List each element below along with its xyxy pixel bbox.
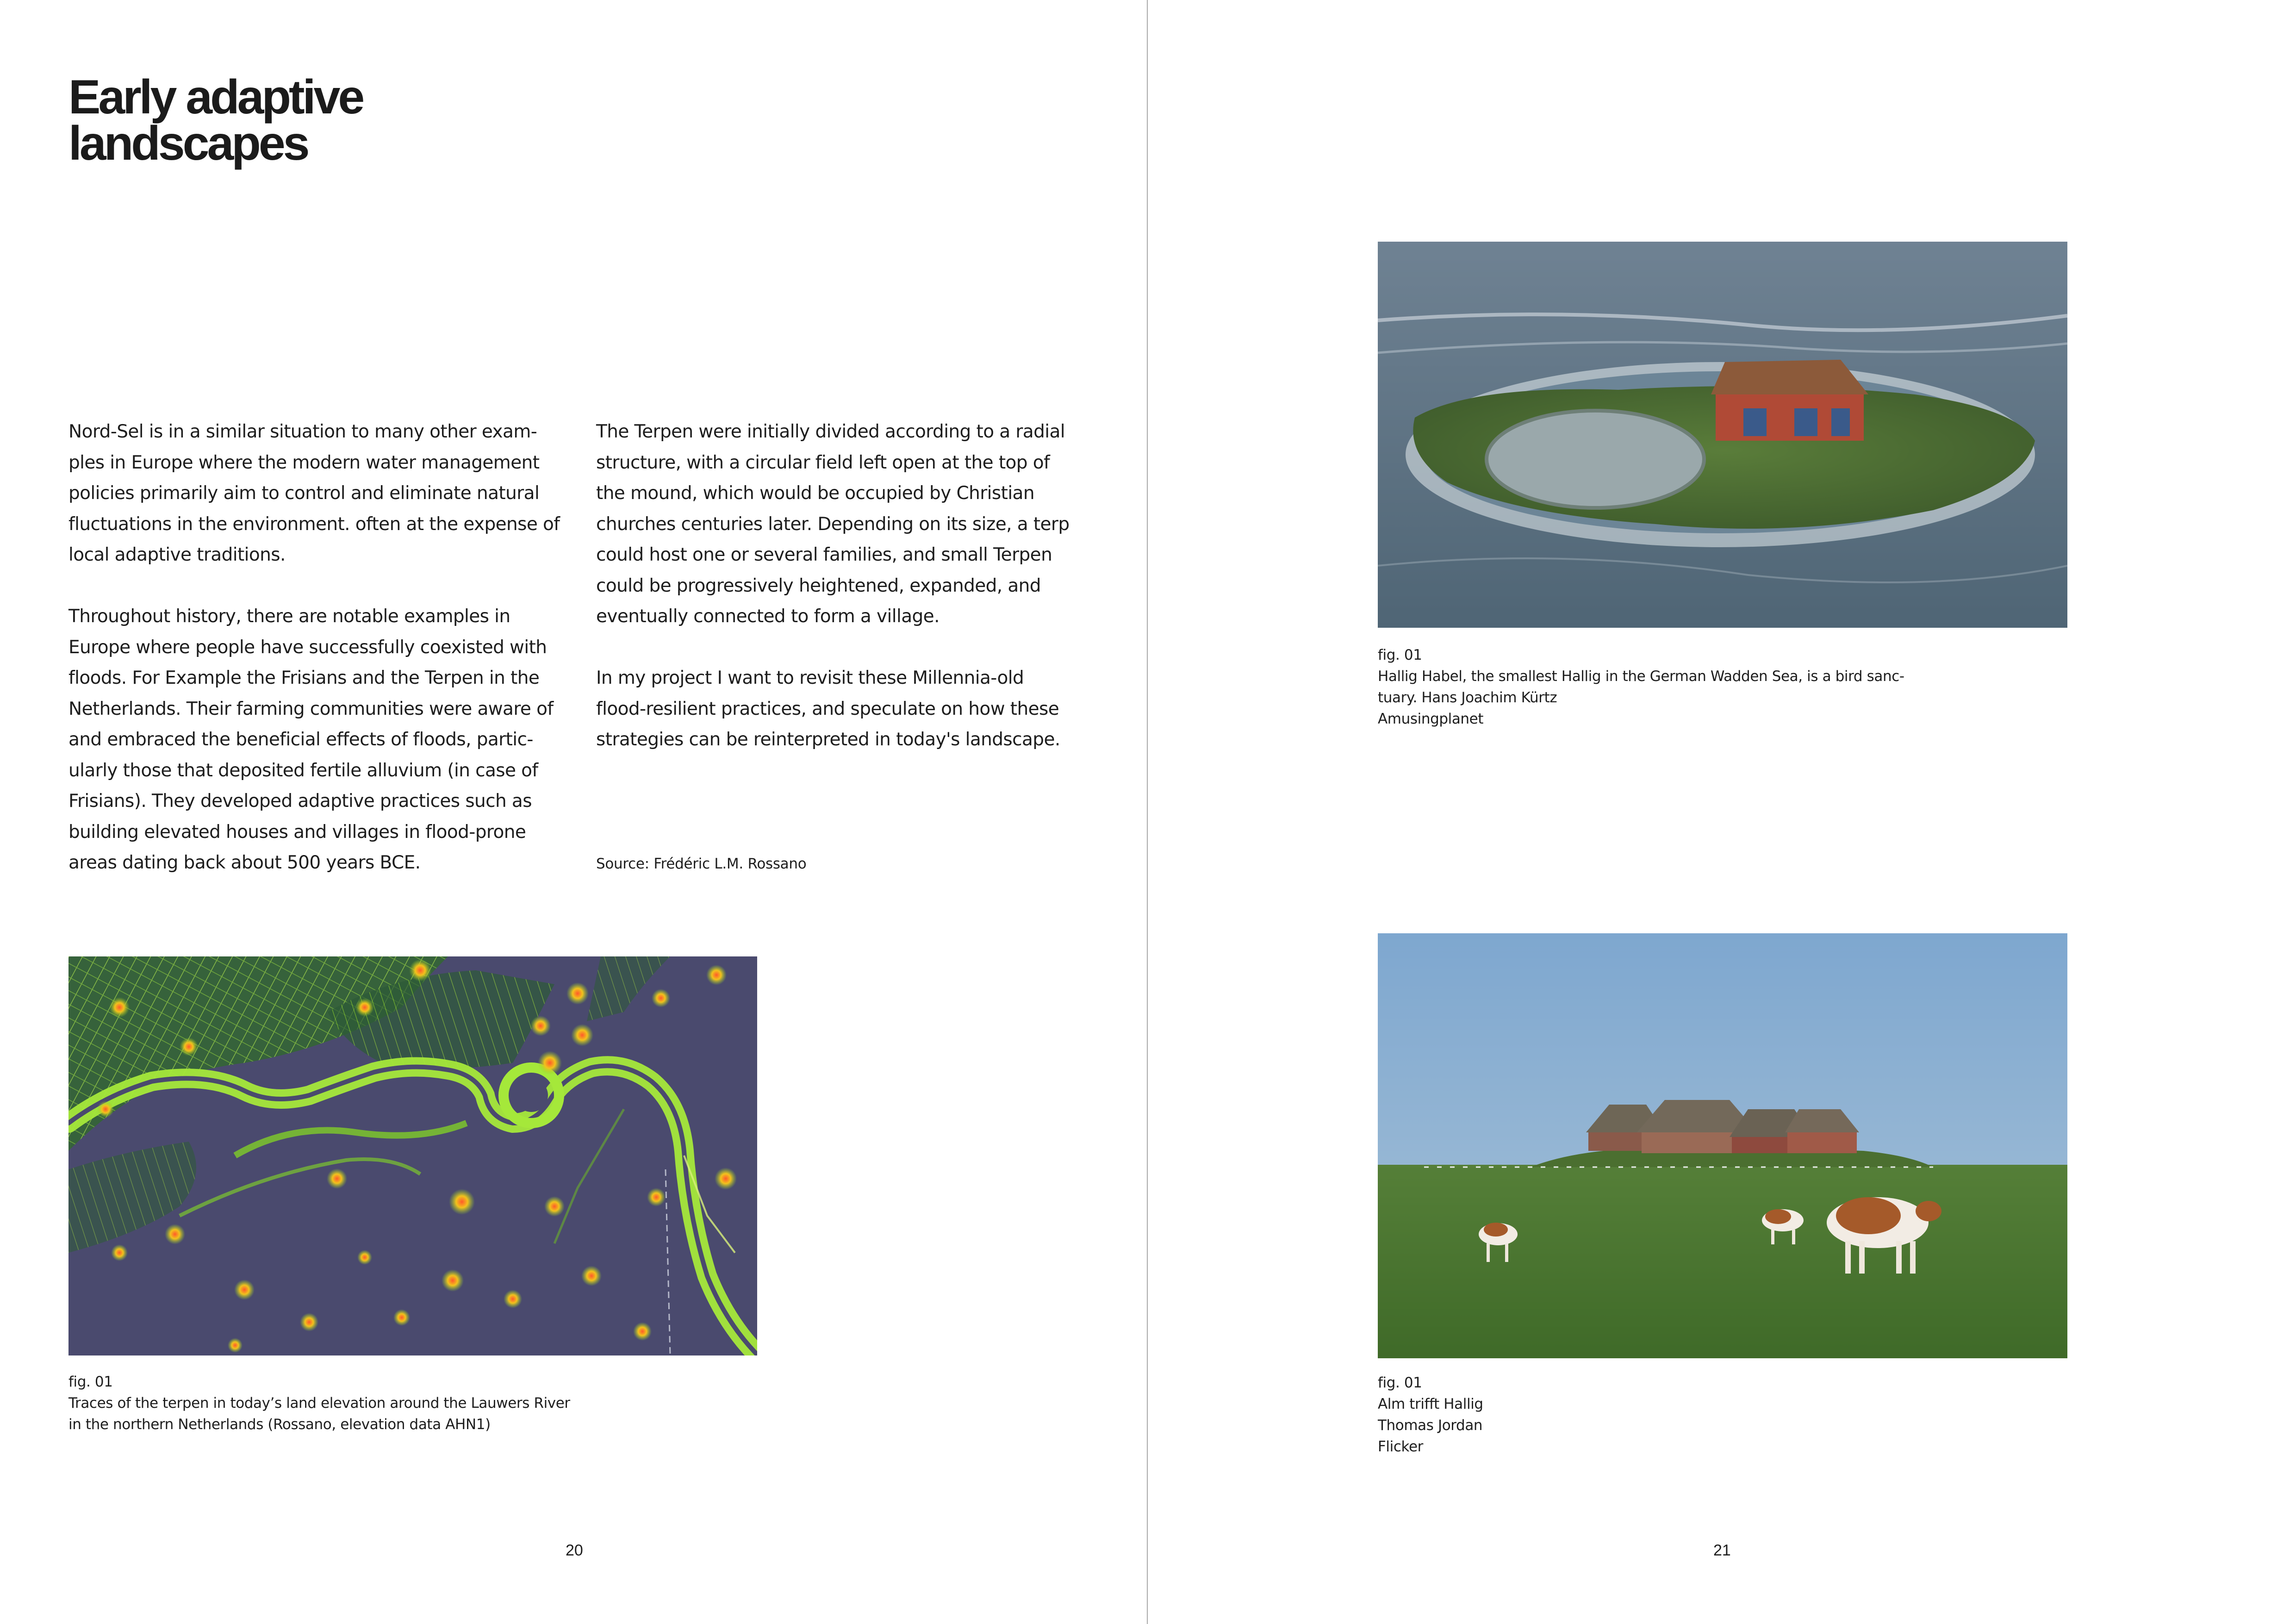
text-column-2 (596, 417, 1082, 786)
caption-line: fig. 01 (1378, 647, 1422, 663)
text-line: ples in Europe where the modern water management (68, 452, 540, 473)
hallig-aerial-photo (1378, 242, 2067, 628)
figure-caption-top (1378, 644, 1904, 730)
source-note: Source: Frédéric L.M. Rossano (596, 856, 807, 872)
text-line: and embraced the beneficial effects of floods, partic- (68, 729, 533, 750)
text-line: Nord-Sel is in a similar situation to many other exam- (68, 421, 537, 442)
right-page (1148, 0, 2296, 1624)
title-line-1: Early adaptive (68, 70, 363, 124)
text-line: Frisians). They developed adaptive practices such as (68, 791, 532, 812)
text-line: In my project I want to revisit these Millennia-old (596, 668, 1024, 688)
text-line: fluctuations in the environment. often at the expense of (68, 513, 560, 535)
paragraph (596, 663, 1082, 756)
hallig-cows-photo (1378, 933, 2067, 1358)
text-line: floods. For Example the Frisians and the Terpen in the (68, 668, 540, 688)
text-line: ularly those that deposited fertile alluvium (in case of (68, 760, 538, 781)
page-title (68, 70, 578, 170)
text-line: building elevated houses and villages in flood-prone (68, 821, 526, 843)
caption-line: in the northern Netherlands (Rossano, elevation data AHN1) (68, 1416, 491, 1433)
text-line: policies primarily aim to control and eliminate natural (68, 483, 540, 504)
text-line: Netherlands. Their farming communities were aware of (68, 698, 554, 719)
figure-caption (68, 1371, 570, 1435)
text-line: The Terpen were initially divided according to a radial (596, 421, 1065, 442)
page-number: 20 (566, 1542, 583, 1559)
text-line: Throughout history, there are notable examples in (68, 606, 510, 627)
paragraph (68, 417, 560, 571)
text-line: areas dating back about 500 years BCE. (68, 852, 421, 873)
page-number: 21 (1713, 1542, 1731, 1559)
paragraph (596, 417, 1082, 632)
caption-line: Alm trifft Hallig (1378, 1396, 1483, 1412)
title-line-2: landscapes (68, 117, 308, 170)
paragraph (68, 601, 554, 879)
caption-line: fig. 01 (68, 1374, 113, 1390)
caption-line: Traces of the terpen in today’s land elevation around the Lauwers River (68, 1395, 570, 1412)
text-line: strategies can be reinterpreted in today's landscape. (596, 729, 1060, 750)
text-line: structure, with a circular field left open at the top of (596, 452, 1050, 473)
text-line: eventually connected to form a village. (596, 606, 940, 627)
caption-line: Hallig Habel, the smallest Hallig in the German Wadden Sea, is a bird sanc- (1378, 668, 1904, 685)
caption-line: Flicker (1378, 1438, 1423, 1455)
text-line: the mound, which would be occupied by Christian (596, 483, 1034, 504)
text-line: could be progressively heightened, expanded, and (596, 575, 1041, 596)
text-line: Europe where people have successfully coexisted with (68, 637, 547, 658)
text-line: churches centuries later. Depending on its size, a terp (596, 513, 1070, 535)
caption-line: tuary. Hans Joachim Kürtz (1378, 689, 1557, 706)
caption-line: Amusingplanet (1378, 711, 1484, 727)
elevation-map-image (68, 956, 757, 1355)
caption-line: Thomas Jordan (1378, 1417, 1483, 1434)
figure-caption-bottom (1378, 1372, 1483, 1457)
text-column-1 (68, 417, 560, 909)
text-line: flood-resilient practices, and speculate on how these (596, 698, 1059, 719)
caption-line: fig. 01 (1378, 1374, 1422, 1391)
text-line: local adaptive traditions. (68, 544, 286, 565)
text-line: could host one or several families, and small Terpen (596, 544, 1052, 565)
